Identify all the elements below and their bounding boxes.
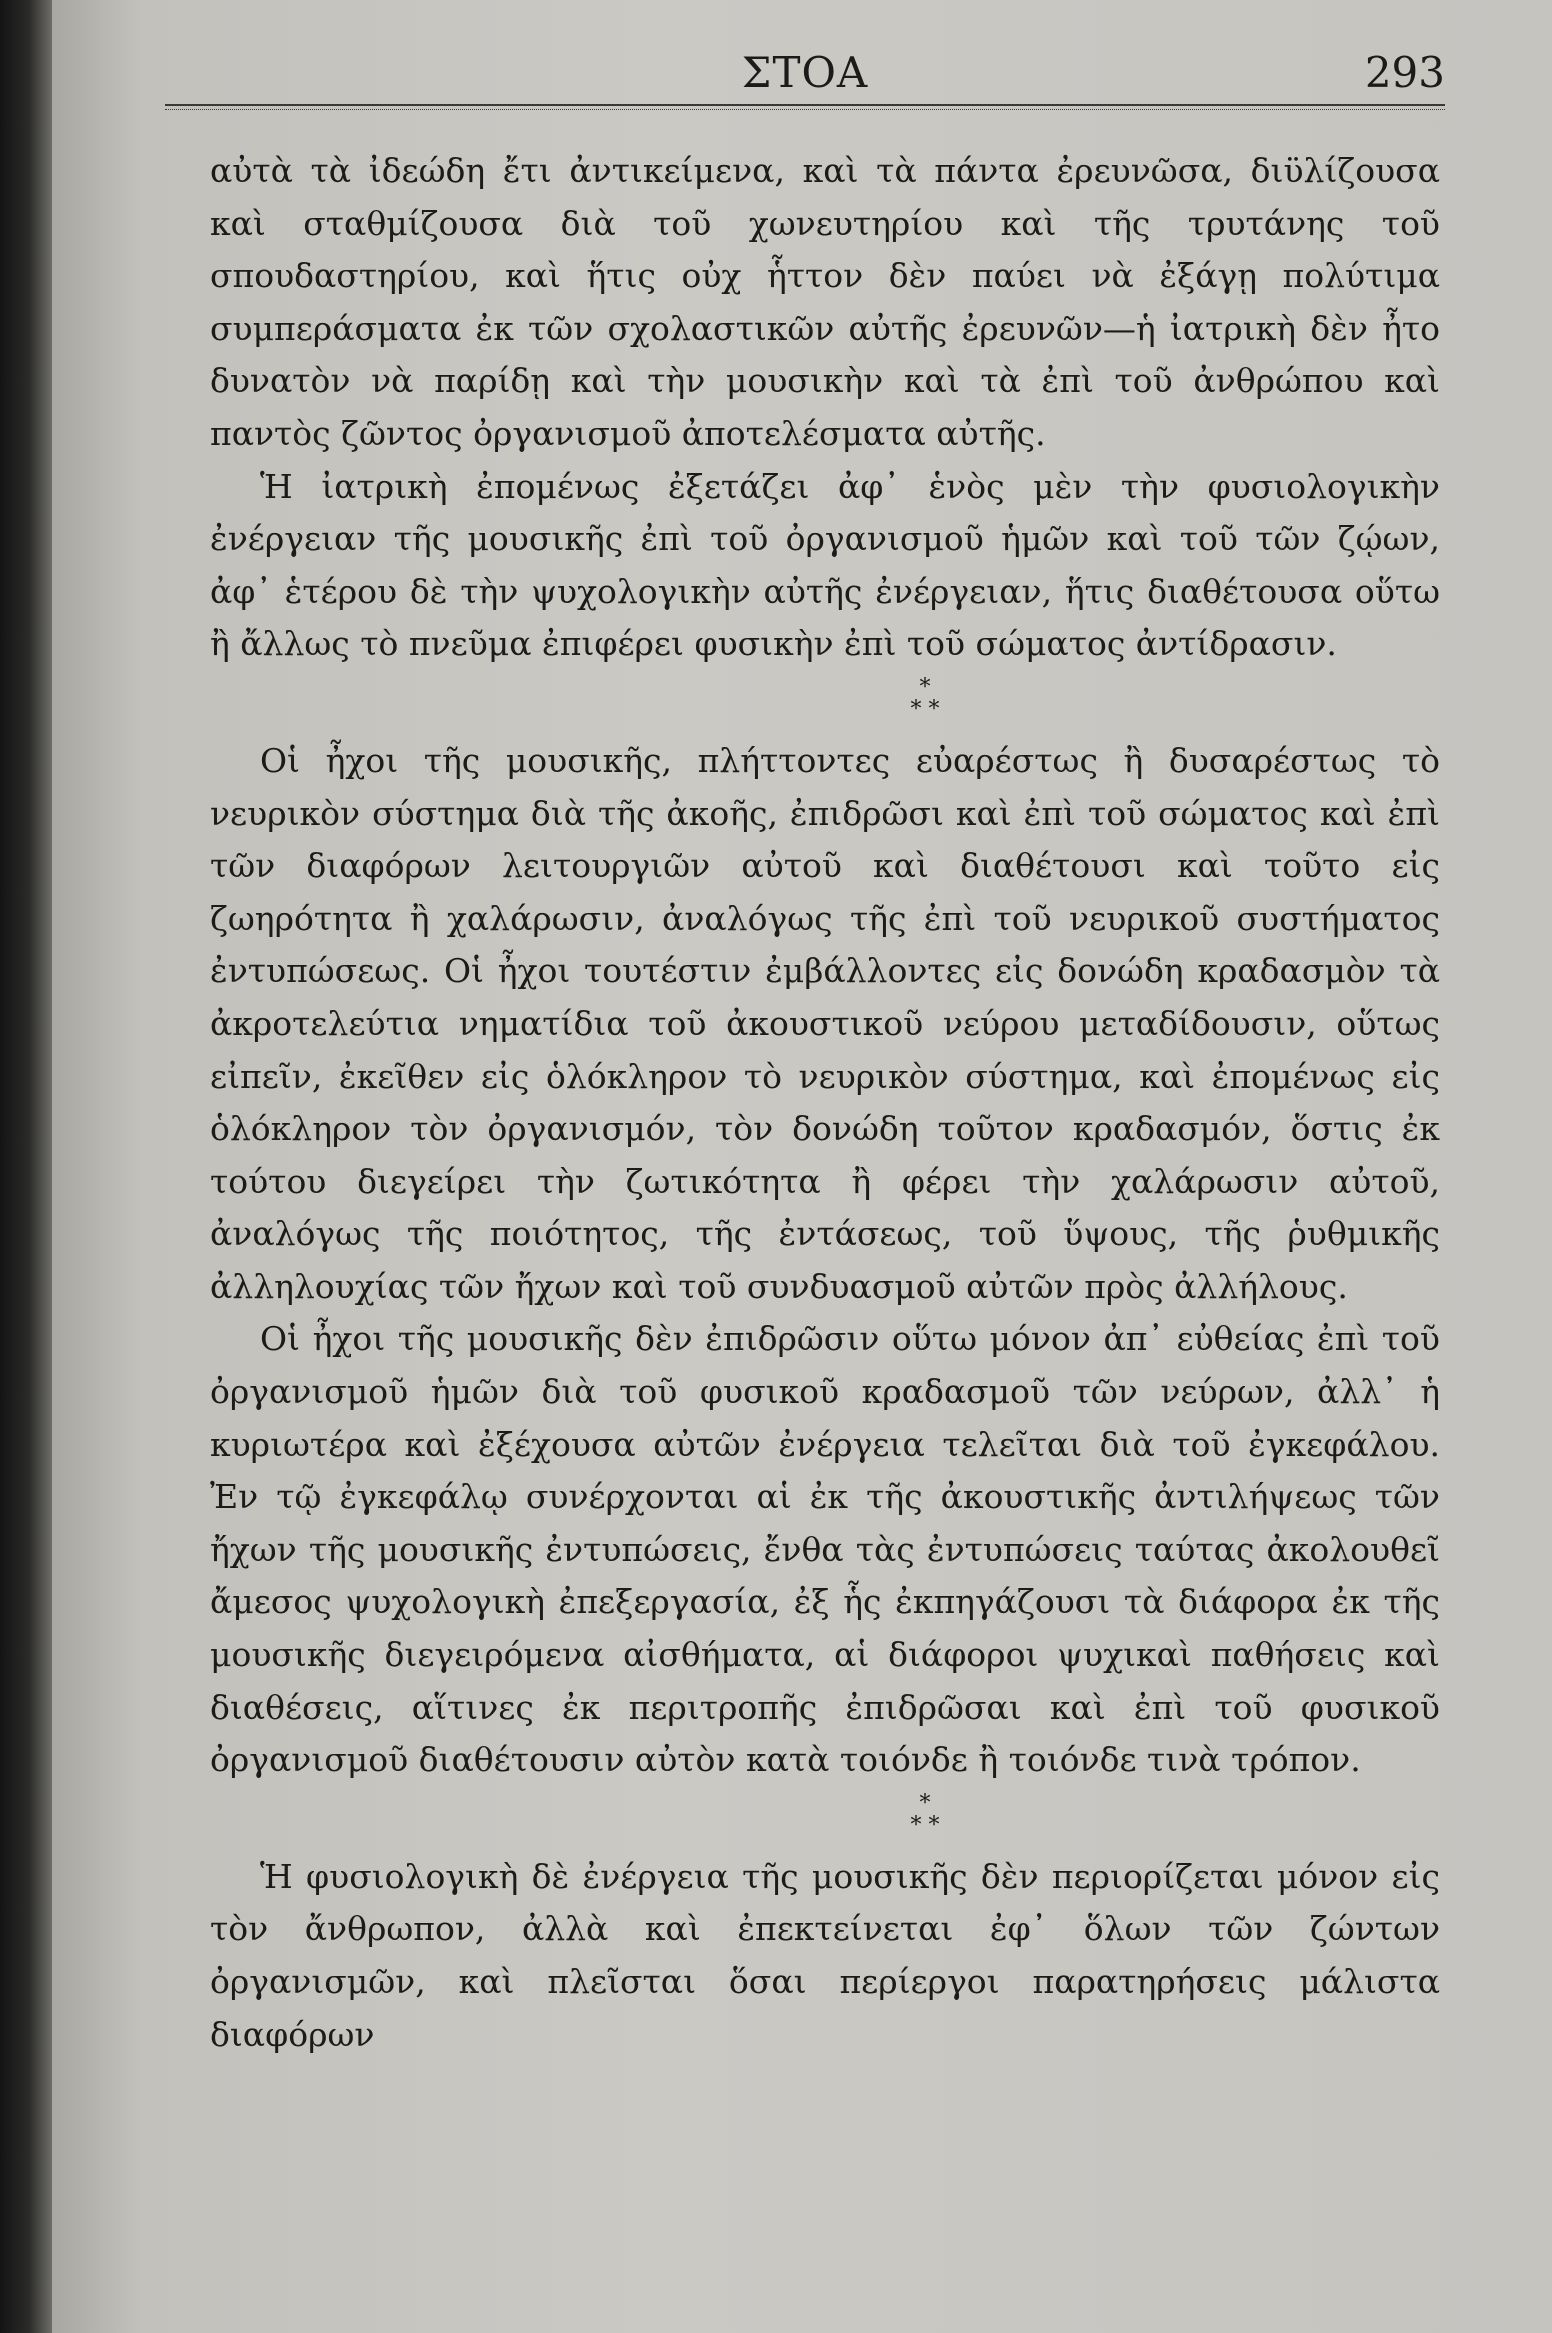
section-asterism: [210, 671, 1440, 723]
header-rule: [165, 104, 1445, 110]
paragraph: Οἱ ἦχοι τῆς μουσικῆς, πλήττοντες εὐαρέστως ἢ δυσαρέστως τὸ νευρικὸν σύστημα διὰ τῆς ἀκοῆς, ἐπιδρῶσι καὶ ἐπὶ τοῦ σώματος καὶ ἐπὶ τῶν διαφόρων λειτουργιῶν αὐτοῦ καὶ διαθέτουσι καὶ τοῦτο εἰς ζωηρότητα ἢ χαλάρωσιν, ἀναλόγως τῆς ἐπὶ τοῦ νευρικοῦ συστήματος ἐντυπώσεως. Οἱ ἦχοι τουτέστιν ἐμβάλλοντες εἰς δονώδη κραδασμὸν τὰ ἀκροτελεύτια νηματίδια τοῦ ἀκουστικοῦ νεύρου μεταδίδουσιν, οὕτως εἰπεῖν, ἐκεῖθεν εἰς ὁλόκληρον τὸ νευρικὸν σύστημα, καὶ ἐπομένως εἰς ὁλόκληρον τὸν ὀργανισμόν, τὸν δονώδη τοῦτον κραδασμόν, ὅστις ἐκ τούτου διεγείρει τὴν ζωτικότητα ἢ φέρει τὴν χαλάρωσιν αὐτοῦ, ἀναλόγως τῆς ποιότητος, τῆς ἐντάσεως, τοῦ ὕψους, τῆς ῥυθμικῆς ἀλληλουχίας τῶν ἤχων καὶ τοῦ συνδυασμοῦ αὐτῶν πρὸς ἀλλήλους.: [210, 740, 1440, 1306]
paragraph: Οἱ ἦχοι τῆς μουσικῆς δὲν ἐπιδρῶσιν οὕτω μόνον ἀπ᾽ εὐθείας ἐπὶ τοῦ ὀργανισμοῦ ἡμῶν διὰ τοῦ φυσικοῦ κραδασμοῦ τῶν νεύρων, ἀλλ᾽ ἡ κυριωτέρα καὶ ἐξέχουσα αὐτῶν ἐνέργεια τελεῖται διὰ τοῦ ἐγκεφάλου. Ἐν τῷ ἐγκεφάλῳ συνέρχονται αἱ ἐκ τῆς ἀκουστικῆς ἀντιλήψεως τῶν ἤχων τῆς μουσικῆς ἐντυπώσεις, ἔνθα τὰς ἐντυπώσεις ταύτας ἀκολουθεῖ ἄμεσος ψυχολογικὴ ἐπεξεργασία, ἐξ ἧς ἐκπηγάζουσι τὰ διάφορα ἐκ τῆς μουσικῆς διεγειρόμενα αἰσθήματα, αἱ διάφοροι ψυχικαὶ παθήσεις καὶ διαθέσεις, αἵτινες ἐκ περιτροπῆς ἐπιδρῶσαι καὶ ἐπὶ τοῦ φυσικοῦ ὀργανισμοῦ διαθέτουσιν αὐτὸν κατὰ τοιόνδε ἢ τοιόνδε τινὰ τρόπον.: [210, 1319, 1440, 1780]
running-head: [165, 48, 1445, 104]
asterism-bottom: * *: [910, 1812, 940, 1838]
asterism-top: *: [919, 674, 931, 700]
asterism-top: *: [919, 1790, 931, 1816]
asterism-bottom: * *: [910, 696, 940, 722]
paragraph-continued: αὐτὰ τὰ ἰδεώδη ἔτι ἀντικείμενα, καὶ τὰ πάντα ἐρευνῶσα, διϋλίζουσα καὶ σταθμίζουσα διὰ τοῦ χωνευτηρίου καὶ τῆς τρυτάνης τοῦ σπουδαστηρίου, καὶ ἥτις οὐχ ἧττον δὲν παύει νὰ ἐξάγῃ πολύτιμα συμπεράσματα ἐκ τῶν σχολαστικῶν αὐτῆς ἐρευνῶν—ἡ ἰατρικὴ δὲν ἦτο δυνατὸν νὰ παρίδῃ καὶ τὴν μουσικὴν καὶ τὰ ἐπὶ τοῦ ἀνθρώπου καὶ παντὸς ζῶντος ὀργανισμοῦ ἀποτελέσματα αὐτῆς.: [210, 151, 1440, 453]
paragraph: Ἡ ἰατρικὴ ἐπομένως ἐξετάζει ἀφ᾽ ἑνὸς μὲν τὴν φυσιολογικὴν ἐνέργειαν τῆς μουσικῆς ἐπὶ τοῦ ὀργανισμοῦ ἡμῶν καὶ τοῦ τῶν ζῴων, ἀφ᾽ ἑτέρου δὲ τὴν ψυχολογικὴν αὐτῆς ἐνέργειαν, ἥτις διαθέτουσα οὕτω ἢ ἄλλως τὸ πνεῦμα ἐπιφέρει φυσικὴν ἐπὶ τοῦ σώματος ἀντίδρασιν.: [210, 466, 1440, 664]
running-head-title: ΣΤΟΑ: [741, 48, 869, 97]
body-text: [210, 145, 1440, 2061]
section-asterism: [210, 1787, 1440, 1839]
paragraph: Ἡ φυσιολογικὴ δὲ ἐνέργεια τῆς μουσικῆς δὲν περιορίζεται μόνον εἰς τὸν ἄνθρωπον, ἀλλὰ καὶ ἐπεκτείνεται ἐφ᾽ ὅλων τῶν ζώντων ὀργανισμῶν, καὶ πλεῖσται ὅσαι περίεργοι παρατηρήσεις μάλιστα διαφόρων: [210, 1856, 1440, 2054]
book-binding-shadow: [0, 0, 52, 2333]
page-number: 293: [1364, 48, 1445, 97]
